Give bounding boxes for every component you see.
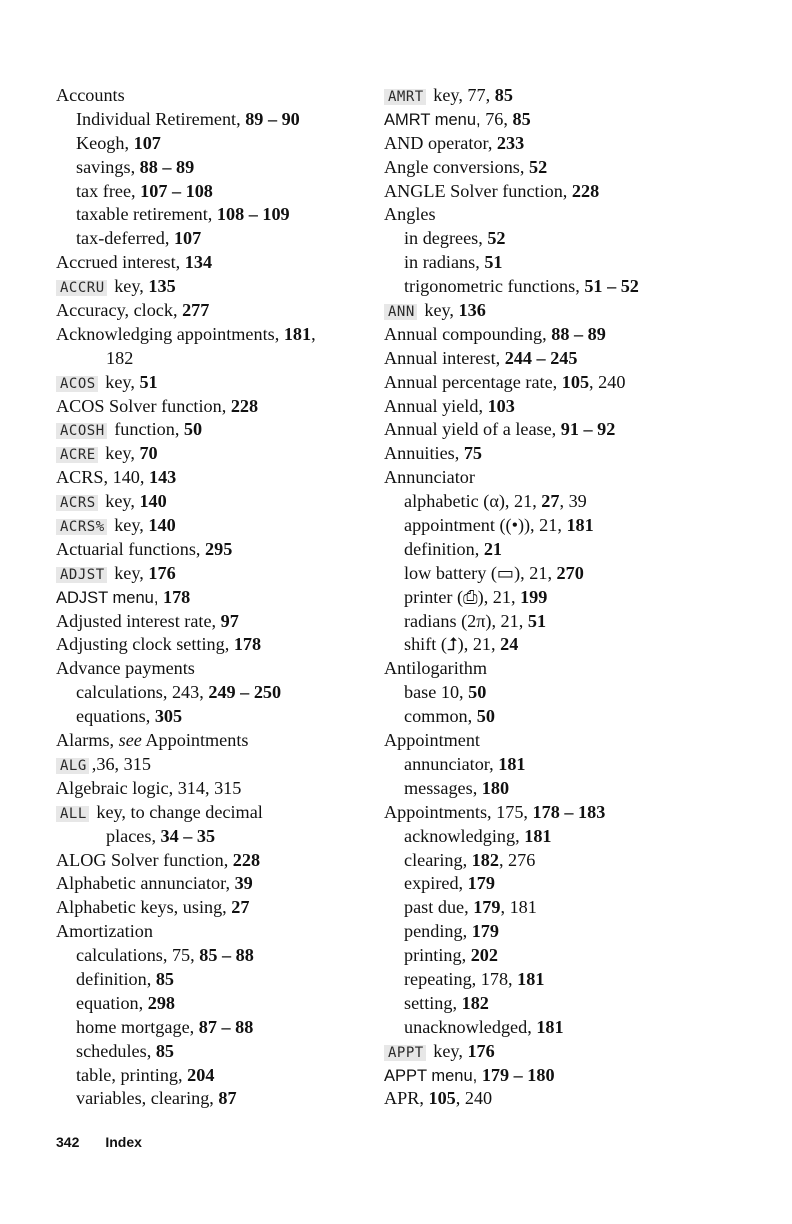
entry-text: key,	[109, 276, 149, 297]
index-subentry	[56, 968, 376, 992]
entry-text: Alarms,	[56, 730, 119, 751]
entry-text: Appointment	[384, 730, 480, 751]
index-entry	[384, 371, 684, 395]
entry-text: printer (⎙), 21,	[404, 586, 521, 607]
entry-text: tax free,	[76, 180, 141, 201]
page-reference-primary: 91 – 92	[560, 419, 616, 440]
page-reference-primary: 181	[566, 515, 594, 536]
index-subentry	[56, 132, 376, 156]
page-reference-primary: 105	[561, 371, 590, 392]
index-column-right	[384, 84, 684, 1111]
entry-text: past due,	[404, 897, 474, 918]
index-entry	[56, 371, 376, 395]
page-reference-primary: 228	[232, 849, 261, 870]
section-label: Index	[105, 1134, 142, 1150]
entry-text: schedules,	[76, 1040, 156, 1061]
index-entry	[384, 1064, 684, 1088]
entry-text: in radians,	[404, 252, 485, 273]
page-reference-primary: 135	[148, 276, 176, 297]
entry-text: Advance payments	[56, 658, 195, 679]
page-reference-primary: 88 – 89	[139, 156, 195, 177]
page-reference-primary: 52	[528, 156, 548, 177]
entry-text: taxable retirement,	[76, 204, 217, 225]
index-subentry	[56, 1087, 376, 1111]
entry-text: key,	[428, 1040, 468, 1061]
entry-text: setting,	[404, 992, 462, 1013]
page-reference-primary: 107	[173, 228, 202, 249]
index-subentry	[384, 490, 684, 514]
entry-text: acknowledging,	[404, 825, 525, 846]
page-reference-primary: 181	[498, 753, 526, 774]
entry-text: function,	[109, 419, 184, 440]
entry-text: definition,	[76, 968, 156, 989]
entry-text: Annunciator	[384, 467, 475, 488]
index-entry	[56, 514, 376, 538]
entry-text: calculations, 243,	[76, 682, 209, 703]
page-reference-primary: 50	[468, 682, 487, 703]
entry-text: savings,	[76, 156, 140, 177]
index-entry	[56, 442, 376, 466]
index-subentry	[56, 1064, 376, 1088]
entry-text: Adjusting clock setting,	[56, 634, 234, 655]
entry-text: APR,	[384, 1088, 429, 1109]
page-reference-primary: 85	[155, 968, 174, 989]
entry-text: key,	[100, 371, 140, 392]
entry-text: Annual yield,	[384, 395, 488, 416]
index-entry	[56, 801, 376, 825]
entry-text: equations,	[76, 706, 155, 727]
page-reference-primary: 103	[487, 395, 515, 416]
page-reference-primary: 97	[220, 610, 239, 631]
index-entry	[384, 729, 684, 753]
entry-text: equation,	[76, 992, 148, 1013]
page-reference-primary: 89 – 90	[245, 108, 300, 129]
index-entry	[384, 442, 684, 466]
entry-text: Angles	[384, 204, 436, 225]
index-column-left	[56, 84, 376, 1111]
index-entry	[56, 323, 376, 347]
index-entry	[56, 610, 376, 634]
entry-text: ACRS, 140,	[56, 467, 149, 488]
page-reference-primary: 181	[524, 825, 552, 846]
entry-text: , 39	[559, 491, 587, 512]
index-entry	[56, 275, 376, 299]
entry-text: key,	[109, 515, 149, 536]
page-reference-primary: 181	[517, 968, 545, 989]
entry-text: key,	[419, 300, 459, 321]
page-reference-primary: 176	[467, 1040, 495, 1061]
page-reference-primary: 179 – 180	[481, 1064, 555, 1085]
index-subentry	[56, 203, 376, 227]
index-entry	[56, 466, 376, 490]
entry-text: , 276	[498, 849, 536, 870]
page-reference-primary: 277	[182, 300, 210, 321]
entry-text: repeating, 178,	[404, 968, 518, 989]
page-reference-primary: 179	[471, 921, 499, 942]
entry-text: Annual percentage rate,	[384, 371, 562, 392]
index-subentry	[384, 251, 684, 275]
entry-text: base 10,	[404, 682, 469, 703]
entry-text: places,	[106, 825, 161, 846]
entry-text: Acknowledging appointments,	[56, 323, 284, 344]
page-reference-primary: 85	[155, 1040, 174, 1061]
page-reference-primary: 105	[428, 1088, 456, 1109]
index-entry	[384, 1087, 684, 1111]
entry-text: shift (⮥), 21,	[404, 634, 501, 655]
index-entry	[56, 896, 376, 920]
page-reference-primary: 176	[148, 562, 176, 583]
index-entry	[56, 586, 376, 610]
page-reference-primary: 182	[461, 992, 489, 1013]
page-reference-primary: 136	[458, 300, 486, 321]
entry-text: see	[118, 730, 142, 751]
page-reference-primary: 179	[473, 897, 501, 918]
page-reference-primary: 181	[536, 1016, 564, 1037]
index-entry	[384, 657, 684, 681]
page-reference-primary: 199	[520, 586, 548, 607]
menu-key-label: APPT	[384, 1045, 426, 1061]
menu-key-label: ACRS%	[56, 519, 107, 535]
entry-text: Annual compounding,	[384, 323, 552, 344]
menu-key-label: ACRE	[56, 447, 98, 463]
index-subentry	[56, 180, 376, 204]
page-reference-primary: 140	[148, 515, 176, 536]
index-subentry	[56, 944, 376, 968]
page-footer	[56, 1134, 142, 1150]
menu-key-label: ACCRU	[56, 280, 107, 296]
page-reference-primary: 27	[231, 897, 250, 918]
entry-text: unacknowledged,	[404, 1016, 537, 1037]
entry-text: ANGLE Solver function,	[384, 180, 572, 201]
index-entry	[56, 777, 376, 801]
entry-text: in degrees,	[404, 228, 488, 249]
index-subentry	[56, 1040, 376, 1064]
page-reference-primary: 87	[218, 1088, 237, 1109]
entry-text: , 181	[500, 897, 537, 918]
page-reference-primary: 143	[148, 467, 177, 488]
page-reference-primary: 233	[496, 132, 525, 153]
index-entry	[384, 156, 684, 180]
page-reference-primary: 52	[487, 228, 506, 249]
page-reference-primary: 178	[162, 586, 191, 607]
menu-key-label: ACRS	[56, 495, 98, 511]
page-reference-primary: 107 – 108	[140, 180, 213, 201]
page-reference-primary: 228	[230, 395, 259, 416]
entry-text: Accounts	[56, 85, 125, 105]
entry-text: low battery (▭), 21,	[404, 562, 557, 583]
page-reference-primary: 70	[139, 443, 158, 464]
entry-text: Annual interest,	[384, 347, 505, 368]
page-reference-primary: 85	[512, 108, 531, 129]
entry-text: variables, clearing,	[76, 1088, 219, 1109]
page-reference-primary: 51	[139, 371, 158, 392]
page-reference-primary: 228	[571, 180, 600, 201]
index-entry	[56, 872, 376, 896]
index-subentry	[384, 681, 684, 705]
menu-key-label: ADJST	[56, 567, 107, 583]
menu-key-label: AMRT	[384, 89, 426, 105]
index-entry	[56, 562, 376, 586]
entry-text: definition,	[404, 538, 484, 559]
menu-key-label: ALG	[56, 758, 89, 774]
index-continuation	[56, 347, 376, 371]
menu-key-label: ANN	[384, 304, 417, 320]
entry-text: AND operator,	[384, 132, 497, 153]
entry-text: annunciator,	[404, 753, 499, 774]
index-entry	[56, 251, 376, 275]
page-reference-primary: 140	[139, 491, 167, 512]
index-entry	[384, 1040, 684, 1064]
index-subentry	[384, 1016, 684, 1040]
page-reference-primary: 270	[556, 562, 584, 583]
page-reference-primary: 85 – 88	[199, 945, 254, 966]
entry-text: messages,	[404, 777, 482, 798]
index-entry	[56, 729, 376, 753]
index-subentry	[384, 538, 684, 562]
index-entry	[56, 538, 376, 562]
index-subentry	[56, 156, 376, 180]
entry-text: key,	[100, 443, 140, 464]
index-entry	[56, 299, 376, 323]
entry-text: Annuities,	[384, 443, 464, 464]
index-subentry	[384, 753, 684, 777]
menu-name-text: ADJST menu,	[56, 588, 163, 607]
entry-text: , 240	[589, 371, 626, 392]
entry-text: Appointments, 175,	[384, 801, 533, 822]
entry-text: 76,	[485, 108, 513, 129]
page-reference-primary: 244 – 245	[504, 347, 578, 368]
index-entry	[384, 299, 684, 323]
entry-text: table, printing,	[76, 1064, 188, 1085]
index-subentry	[384, 562, 684, 586]
index-subentry	[384, 705, 684, 729]
page-reference-primary: 178 – 183	[532, 801, 606, 822]
entry-text: ALOG Solver function,	[56, 849, 233, 870]
index-subentry	[384, 872, 684, 896]
index-entry	[56, 920, 376, 944]
index-continuation	[56, 825, 376, 849]
page-reference-primary: 51	[527, 610, 547, 631]
index-subentry	[56, 1016, 376, 1040]
page-reference-primary: 179	[467, 873, 495, 894]
entry-text: Antilogarithm	[384, 658, 488, 679]
index-entry	[384, 801, 684, 825]
page-reference-primary: 39	[234, 873, 253, 894]
menu-key-label: ACOS	[56, 376, 98, 392]
entry-text: Algebraic logic, 314, 315	[56, 777, 242, 798]
page-reference-primary: 182	[471, 849, 499, 870]
entry-text: Adjusted interest rate,	[56, 610, 221, 631]
index-entry	[56, 418, 376, 442]
index-entry	[56, 753, 376, 777]
index-subentry	[56, 108, 376, 132]
entry-text: ,36, 315	[91, 753, 151, 774]
index-entry	[384, 84, 684, 108]
entry-text: clearing,	[404, 849, 472, 870]
page-reference-primary: 108 – 109	[216, 204, 290, 225]
index-entry	[384, 132, 684, 156]
index-subentry	[384, 920, 684, 944]
entry-text: alphabetic (α), 21,	[404, 491, 542, 512]
entry-text: expired,	[404, 873, 468, 894]
index-subentry	[384, 849, 684, 873]
entry-text: Alphabetic keys, using,	[56, 897, 232, 918]
entry-text: Alphabetic annunciator,	[56, 873, 235, 894]
index-entry	[56, 84, 376, 108]
page-reference-primary: 51 – 52	[584, 276, 639, 297]
page-reference-primary: 181	[283, 323, 312, 344]
index-entry	[384, 108, 684, 132]
entry-text: trigonometric functions,	[404, 276, 585, 297]
entry-text: Angle conversions,	[384, 156, 529, 177]
index-subentry	[56, 705, 376, 729]
index-entry	[384, 203, 684, 227]
page-reference-primary: 24	[500, 634, 519, 655]
index-subentry	[384, 514, 684, 538]
index-entry	[384, 323, 684, 347]
menu-name-text: APPT menu,	[384, 1066, 482, 1085]
page-reference-primary: 85	[494, 85, 513, 105]
index-entry	[56, 657, 376, 681]
menu-name-text: AMRT menu,	[384, 110, 486, 129]
page-reference-primary: 134	[184, 252, 213, 273]
index-subentry	[384, 944, 684, 968]
page-reference-primary: 202	[470, 945, 498, 966]
index-subentry	[56, 227, 376, 251]
page-reference-primary: 305	[154, 706, 183, 727]
page-reference-primary: 298	[147, 992, 176, 1013]
page-reference-primary: 107	[133, 132, 161, 153]
entry-text: appointment ((•)), 21,	[404, 515, 567, 536]
page-reference-primary: 204	[187, 1064, 215, 1085]
index-entry	[56, 849, 376, 873]
entry-text: Keogh,	[76, 132, 134, 153]
entry-text: Amortization	[56, 921, 153, 942]
index-entry	[384, 180, 684, 204]
entry-text: Annual yield of a lease,	[384, 419, 561, 440]
index-subentry	[384, 610, 684, 634]
page-reference-primary: 34 – 35	[160, 825, 216, 846]
page-reference-primary: 50	[476, 706, 495, 727]
index-entry	[56, 490, 376, 514]
index-subentry	[384, 777, 684, 801]
entry-text: key,	[109, 562, 149, 583]
page-reference-primary: 51	[484, 252, 503, 273]
page-reference-primary: 27	[541, 491, 560, 512]
entry-text: home mortgage,	[76, 1016, 199, 1037]
entry-text: printing,	[404, 945, 471, 966]
index-entry	[384, 347, 684, 371]
entry-text: ACOS Solver function,	[56, 395, 231, 416]
index-subentry	[384, 896, 684, 920]
entry-text: pending,	[404, 921, 472, 942]
index-subentry	[384, 992, 684, 1016]
menu-key-label: ACOSH	[56, 423, 107, 439]
index-subentry	[384, 825, 684, 849]
index-subentry	[56, 681, 376, 705]
page-reference-primary: 21	[483, 538, 502, 559]
index-entry	[384, 395, 684, 419]
index-entry	[384, 418, 684, 442]
entry-text: Appointments	[141, 730, 249, 751]
index-entry	[384, 466, 684, 490]
index-subentry	[56, 992, 376, 1016]
menu-key-label: ALL	[56, 806, 89, 822]
entry-text: radians (2π), 21,	[404, 610, 528, 631]
entry-text: , 240	[455, 1088, 493, 1109]
index-subentry	[384, 227, 684, 251]
entry-text: tax-deferred,	[76, 228, 174, 249]
page-reference-primary: 180	[481, 777, 510, 798]
entry-text: Accuracy, clock,	[56, 300, 183, 321]
page-reference-primary: 75	[463, 443, 483, 464]
entry-text: ,	[311, 323, 316, 344]
entry-text: 182	[106, 347, 134, 368]
entry-text: Actuarial functions,	[56, 538, 205, 559]
entry-text: common,	[404, 706, 477, 727]
index-subentry	[384, 633, 684, 657]
page-reference-primary: 50	[183, 419, 203, 440]
page-reference-primary: 88 – 89	[551, 323, 606, 344]
entry-text: calculations, 75,	[76, 945, 200, 966]
index-entry	[56, 633, 376, 657]
entry-text: Individual Retirement,	[76, 108, 246, 129]
entry-text: key,	[100, 491, 140, 512]
page-reference-primary: 178	[233, 634, 262, 655]
entry-text: key, 77,	[428, 85, 495, 105]
index-subentry	[384, 968, 684, 992]
entry-text: Accrued interest,	[56, 252, 185, 273]
entry-text: key, to change decimal	[91, 801, 263, 822]
index-entry	[56, 395, 376, 419]
page-reference-primary: 249 – 250	[208, 682, 282, 703]
index-subentry	[384, 275, 684, 299]
page-number: 342	[56, 1134, 80, 1150]
page-reference-primary: 87 – 88	[198, 1016, 254, 1037]
index-subentry	[384, 586, 684, 610]
page-reference-primary: 295	[205, 538, 233, 559]
